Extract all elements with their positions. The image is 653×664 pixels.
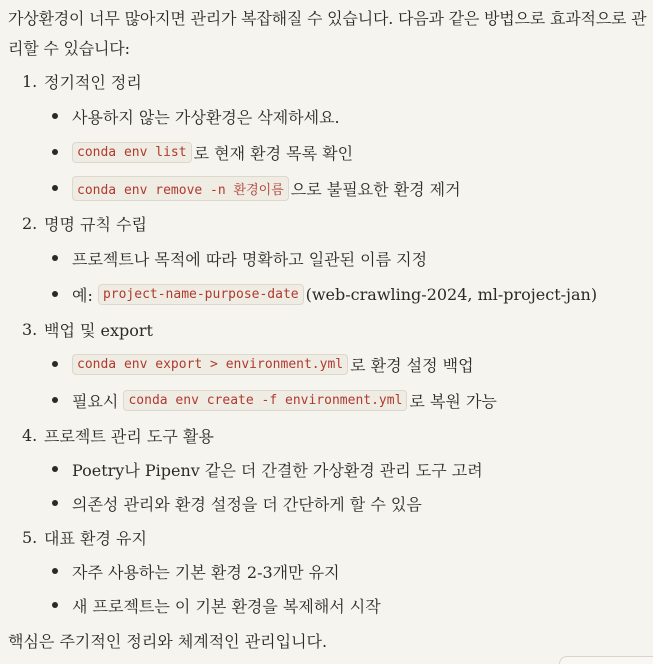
list-item-heading	[8, 312, 647, 346]
bullet-dot-icon	[52, 397, 58, 403]
list-item-heading	[8, 418, 647, 452]
list-item-heading	[8, 206, 647, 240]
list-item-title: 정기적인 정리	[44, 72, 142, 92]
bullet-text: 자주 사용하는 기본 환경 2-3개만 유지	[72, 562, 340, 582]
bullet-text: 예:	[72, 285, 98, 305]
list-item-title: 백업 및 export	[44, 320, 153, 340]
bullet-dot-icon	[52, 466, 58, 472]
bullet-dot-icon	[52, 602, 58, 608]
bullet-dot-icon	[52, 568, 58, 574]
intro-paragraph: 가상환경이 너무 많아지면 관리가 복잡해질 수 있습니다. 다음과 같은 방법으로 효과적으로 관리할 수 있습니다:	[8, 9, 647, 58]
list-item-number: 3.	[22, 319, 38, 339]
inline-code: conda env export > environment.yml	[72, 354, 348, 375]
inline-code: conda env remove -n 환경이름	[72, 176, 289, 201]
list-item-title: 프로젝트 관리 도구 활용	[44, 426, 214, 446]
bullet-text: Poetry나 Pipenv 같은 더 간결한 가상환경 관리 도구 고려	[72, 460, 483, 480]
bullet-list	[8, 452, 647, 520]
bullet-text: 필요시	[72, 391, 124, 411]
bullet-dot-icon	[52, 255, 58, 261]
bullet-text: 프로젝트나 목적에 따라 명확하고 일관된 이름 지정	[72, 249, 428, 269]
bullet-text: 로 복원 가능	[409, 391, 497, 411]
bullet-item	[8, 276, 647, 312]
bullet-text: 로 환경 설정 백업	[350, 355, 474, 375]
bullet-dot-icon	[52, 361, 58, 367]
inline-code: conda env create -f environment.yml	[123, 390, 407, 411]
numbered-list	[8, 64, 647, 622]
bullet-item	[8, 486, 647, 520]
list-item-heading	[8, 520, 647, 554]
summary-paragraph: 핵심은 주기적인 정리와 체계적인 관리입니다.	[8, 631, 328, 651]
bullet-text: 으로 불필요한 환경 제거	[290, 179, 461, 199]
corner-button[interactable]	[559, 656, 653, 664]
list-item	[8, 312, 647, 418]
bullet-dot-icon	[52, 500, 58, 506]
bullet-item	[8, 382, 647, 418]
bullet-list	[8, 554, 647, 622]
bullet-dot-icon	[52, 291, 58, 297]
list-item	[8, 64, 647, 206]
bullet-item	[8, 98, 647, 134]
bullet-text: 새 프로젝트는 이 기본 환경을 복제해서 시작	[72, 596, 381, 616]
bullet-text: (web-crawling-2024, ml-project-jan)	[305, 284, 598, 304]
bullet-item	[8, 134, 647, 170]
list-item	[8, 520, 647, 622]
list-item-title: 명명 규칙 수립	[44, 214, 147, 234]
list-item-title: 대표 환경 유지	[44, 528, 147, 548]
bullet-dot-icon	[52, 185, 58, 191]
list-item-number: 4.	[22, 425, 38, 445]
bullet-list	[8, 240, 647, 312]
list-item-number: 5.	[22, 527, 38, 547]
list-item-number: 1.	[22, 71, 38, 91]
bullet-text: 의존성 관리와 환경 설정을 더 간단하게 할 수 있음	[72, 494, 422, 514]
bullet-list	[8, 346, 647, 418]
list-item-heading	[8, 64, 647, 98]
bullet-item	[8, 346, 647, 382]
bullet-dot-icon	[52, 113, 58, 119]
bullet-dot-icon	[52, 149, 58, 155]
bullet-text: 로 현재 환경 목록 확인	[193, 143, 354, 163]
bullet-text: 사용하지 않는 가상환경은 삭제하세요.	[72, 107, 340, 127]
bullet-list	[8, 98, 647, 206]
bullet-item	[8, 554, 647, 588]
bullet-item	[8, 588, 647, 622]
bullet-item	[8, 170, 647, 206]
list-item-number: 2.	[22, 213, 38, 233]
bullet-item	[8, 240, 647, 276]
list-item	[8, 418, 647, 520]
inline-code: conda env list	[72, 142, 192, 163]
list-item	[8, 206, 647, 312]
bullet-item	[8, 452, 647, 486]
inline-code: project-name-purpose-date	[98, 284, 304, 305]
